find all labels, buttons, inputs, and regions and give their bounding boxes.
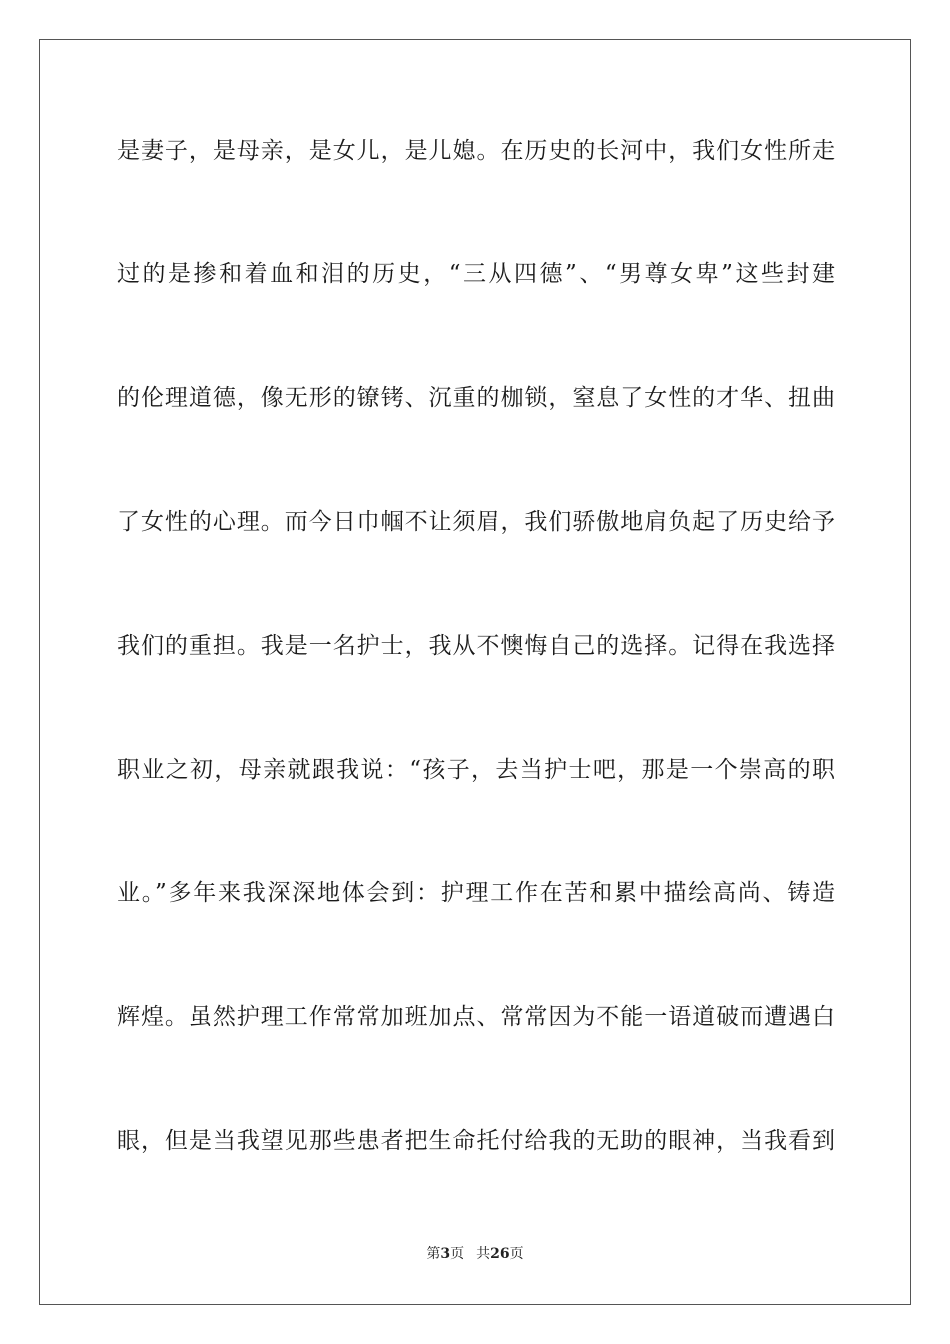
page-number: 3 <box>440 1246 451 1262</box>
page-suffix: 页 <box>450 1246 465 1262</box>
total-pages: 26 <box>490 1246 510 1262</box>
text-line-3: 的伦理道德，像无形的镣铐、沉重的枷锁，窒息了女性的才华、扭曲 <box>117 385 835 411</box>
page-prefix: 第 <box>426 1246 441 1262</box>
total-suffix: 页 <box>509 1246 524 1262</box>
text-line-1: 是妻子，是母亲，是女儿，是儿媳。在历史的长河中，我们女性所走 <box>117 138 835 164</box>
total-prefix: 共 <box>476 1246 491 1262</box>
text-line-7: 业。”多年来我深深地体会到：护理工作在苦和累中描绘高尚、铸造 <box>117 880 835 906</box>
text-line-4: 了女性的心理。而今日巾帼不让须眉，我们骄傲地肩负起了历史给予 <box>117 509 835 535</box>
text-line-5: 我们的重担。我是一名护士，我从不懊悔自己的选择。记得在我选择 <box>117 633 835 659</box>
page-border <box>39 39 911 1305</box>
text-line-6: 职业之初，母亲就跟我说：“孩子，去当护士吧，那是一个崇高的职 <box>117 757 835 783</box>
text-line-9: 眼，但是当我望见那些患者把生命托付给我的无助的眼神，当我看到 <box>117 1128 835 1154</box>
page-footer <box>0 1244 950 1264</box>
text-line-2: 过的是掺和着血和泪的历史，“三从四德”、“男尊女卑”这些封建 <box>117 261 835 287</box>
text-line-8: 辉煌。虽然护理工作常常加班加点、常常因为不能一语道破而遭遇白 <box>117 1004 835 1030</box>
